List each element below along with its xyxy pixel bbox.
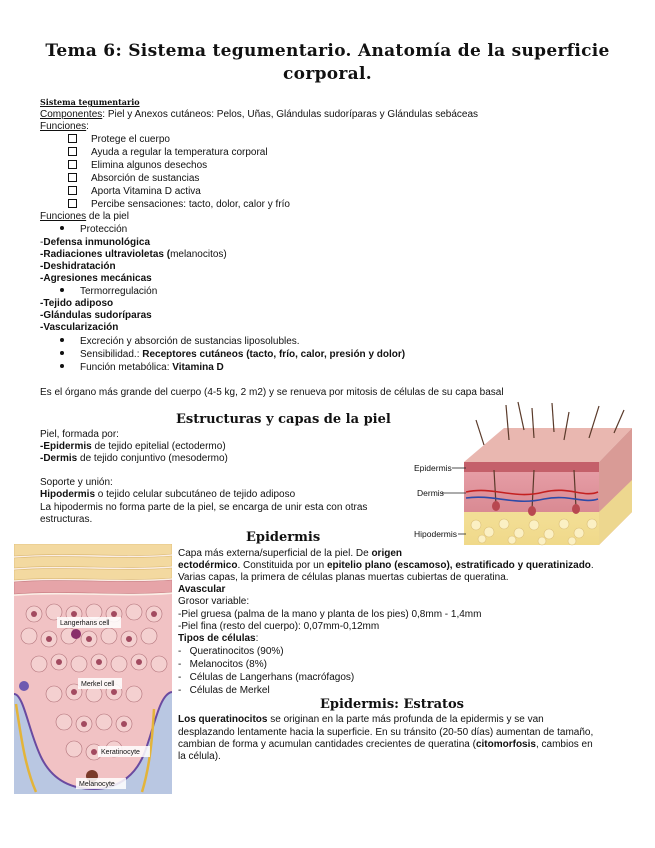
list-item: - Células de Merkel — [178, 685, 270, 696]
piel-formada: Piel, formada por: — [40, 429, 119, 440]
funciones-item: Protege el cuerpo — [91, 134, 170, 145]
epidermis-rest: de tejido epitelial (ectodermo) — [91, 441, 226, 452]
componentes-line — [40, 109, 478, 121]
skin-layers-illustration — [414, 400, 634, 548]
epidermis-p2-bold2: epitelio plano (escamoso), estratificado y queratinizado — [326, 560, 591, 571]
epidermis-p2 — [178, 560, 594, 572]
soporte-text: Soporte y unión: — [40, 477, 113, 488]
componentes-text: : Piel y Anexos cutáneos: Pelos, Uñas, Glándulas sudoríparas y Glándulas sebáceas — [102, 109, 479, 120]
label-dermis: Dermis — [417, 488, 444, 498]
termorregulacion-text: Termorregulación — [80, 286, 158, 297]
estratos-line-1 — [178, 714, 544, 726]
epidermis-bold: -Epidermis — [40, 441, 92, 452]
funciones-piel-header — [40, 211, 129, 223]
celula-text: Células de Langerhans (macrófagos) — [189, 672, 355, 683]
celula-text: Células de Merkel — [189, 685, 270, 696]
metabolica-bold: Vitamina D — [172, 362, 224, 373]
bullet-icon — [60, 364, 64, 368]
funciones-piel-suffix: de la piel — [86, 211, 129, 222]
list-item: -Defensa inmunológica — [40, 237, 151, 248]
radiaciones-text: Radiaciones ultravioletas ( — [43, 249, 171, 260]
estratos-line-4: la célula). — [178, 751, 221, 762]
dermis-rest: de tejido conjuntivo (mesodermo) — [77, 453, 228, 464]
celula-text: Queratinocitos (90%) — [189, 646, 284, 657]
metabolica-pre: Función metabólica: — [80, 362, 173, 373]
epidermis-p2-text: . Constituida por un — [237, 560, 327, 571]
no-forma-line-1: La hipodermis no forma parte de la piel, se encarga de unir esta con otras — [40, 502, 368, 513]
proteccion-text: Protección — [80, 224, 128, 235]
defensa-text: Defensa inmunológica — [43, 237, 151, 248]
estratos-heading: Epidermis: Estratos — [320, 697, 464, 712]
list-item: - Queratinocitos (90%) — [178, 646, 284, 657]
list-item — [68, 186, 201, 198]
fina-text: -Piel fina (resto del cuerpo): 0,07mm-0,12mm — [178, 621, 380, 632]
list-item — [68, 160, 207, 172]
vascularizacion-text: Vascularización — [43, 322, 119, 333]
checkbox-icon — [68, 134, 77, 143]
epidermis-p3: Varias capas, la primera de células planas muertas cubiertas de queratina. — [178, 572, 509, 583]
list-item: -Glándulas sudoríparas — [40, 310, 152, 321]
epidermis-p1-bold: origen — [371, 548, 402, 559]
estratos-l1-bold: Los queratinocitos — [178, 714, 268, 725]
glandulas-text: Glándulas sudoríparas — [43, 310, 152, 321]
list-item — [68, 199, 290, 211]
list-item — [60, 224, 127, 236]
epidermis-p2-bold: ectodérmico — [178, 560, 238, 571]
list-item — [60, 362, 224, 374]
label-melanocyte: Melanocyte — [79, 781, 115, 788]
list-item: -Radiaciones ultravioletas (melanocitos) — [40, 249, 227, 260]
tipos-header — [178, 633, 258, 645]
hipodermis-line — [40, 489, 295, 501]
checkbox-icon — [68, 147, 77, 156]
tipos-label: Tipos de células — [178, 633, 256, 644]
gruesa-text: -Piel gruesa (palma de la mano y planta de los pies) 0,8mm - 1,4mm — [178, 609, 482, 620]
tipos-colon: : — [255, 633, 259, 644]
epidermis-p1-text: Capa más externa/superficial de la piel. De — [178, 548, 372, 559]
list-item — [68, 147, 268, 159]
organo-text: Es el órgano más grande del cuerpo (4-5 kg, 2 m2) y se renueva por mitosis de células de su capa basal — [40, 387, 504, 398]
list-item: -Tejido adiposo — [40, 298, 114, 309]
list-item — [68, 134, 170, 146]
estratos-l3-pre: cambian de forma y acumulan cantidades crecientes de queratina ( — [178, 739, 476, 750]
list-item: -Vascularización — [40, 322, 119, 333]
bullet-icon — [60, 338, 64, 342]
hipodermis-rest: o tejido celular subcutáneo de tejido adiposo — [95, 489, 296, 500]
list-item — [60, 349, 405, 361]
list-item: -Deshidratación — [40, 261, 116, 272]
epidermis-heading: Epidermis — [246, 530, 321, 545]
checkbox-icon — [68, 173, 77, 182]
epidermis-line — [40, 441, 226, 453]
list-item: -Agresiones mecánicas — [40, 273, 152, 284]
list-item — [60, 336, 300, 348]
epidermis-cells-illustration — [14, 544, 172, 794]
agresiones-text: Agresiones mecánicas — [43, 273, 152, 284]
funciones-item: Elimina algunos desechos — [91, 160, 208, 171]
estratos-l3-bold: citomorfosis — [475, 739, 536, 750]
funciones-item: Aporta Vitamina D activa — [91, 186, 201, 197]
componentes-label: Componentes — [40, 109, 103, 120]
funciones-item: Ayuda a regular la temperatura corporal — [91, 147, 268, 158]
sensibilidad-pre: Sensibilidad.: — [80, 349, 143, 360]
funciones-label: Funciones — [40, 121, 87, 132]
label-langerhans: Langerhans cell — [60, 620, 110, 627]
page-title: Tema 6: Sistema tegumentario. Anatomía de la superficie corporal. — [45, 41, 610, 84]
bullet-icon — [60, 288, 64, 292]
section-label: Sistema tegumentario — [40, 97, 140, 107]
epidermis-p1 — [178, 548, 402, 560]
dermis-line — [40, 453, 228, 465]
checkbox-icon — [68, 199, 77, 208]
list-item — [68, 173, 199, 185]
sensibilidad-bold: Receptores cutáneos (tacto, frío, calor, presión y dolor) — [142, 349, 406, 360]
funciones-piel-label: Funciones — [40, 211, 87, 222]
label-hipodermis: Hipodermis — [414, 529, 457, 539]
label-keratinocyte: Keratinocyte — [101, 749, 140, 756]
bullet-icon — [60, 226, 64, 230]
bullet-icon — [60, 351, 64, 355]
deshidratacion-text: Deshidratación — [43, 261, 116, 272]
dermis-bold: -Dermis — [40, 453, 78, 464]
list-item: - Células de Langerhans (macrófagos) — [178, 672, 355, 683]
funciones-item: Absorción de sustancias — [91, 173, 200, 184]
excrecion-text: Excreción y absorción de sustancias liposolubles. — [80, 336, 300, 347]
estratos-l1-text: se originan en la parte más profunda de la epidermis y se van — [267, 714, 544, 725]
hipodermis-bold: Hipodermis — [40, 489, 96, 500]
estratos-line-3 — [178, 739, 593, 751]
funciones-item: Percibe sensaciones: tacto, dolor, calor y frío — [91, 199, 290, 210]
checkbox-icon — [68, 186, 77, 195]
estratos-l3-end: , cambios en — [535, 739, 593, 750]
list-item — [60, 286, 157, 298]
avascular-text: Avascular — [178, 584, 226, 595]
funciones-header — [40, 121, 89, 133]
estructuras-heading: Estructuras y capas de la piel — [176, 412, 391, 427]
radiaciones-paren: melanocitos) — [170, 249, 227, 260]
epidermis-p2-end: . — [590, 560, 594, 571]
funciones-colon: : — [86, 121, 89, 132]
estratos-line-2: desplazando lentamente hacia la superficie. En su tránsito (20-50 días) aumentan de tamaño, — [178, 727, 594, 738]
list-item: - Melanocitos (8%) — [178, 659, 267, 670]
tejido-text: Tejido adiposo — [43, 298, 114, 309]
no-forma-line-2: estructuras. — [40, 514, 93, 525]
label-epidermis: Epidermis — [414, 463, 452, 473]
grosor-text: Grosor variable: — [178, 596, 250, 607]
checkbox-icon — [68, 160, 77, 169]
celula-text: Melanocitos (8%) — [189, 659, 267, 670]
label-merkel: Merkel cell — [81, 681, 115, 688]
